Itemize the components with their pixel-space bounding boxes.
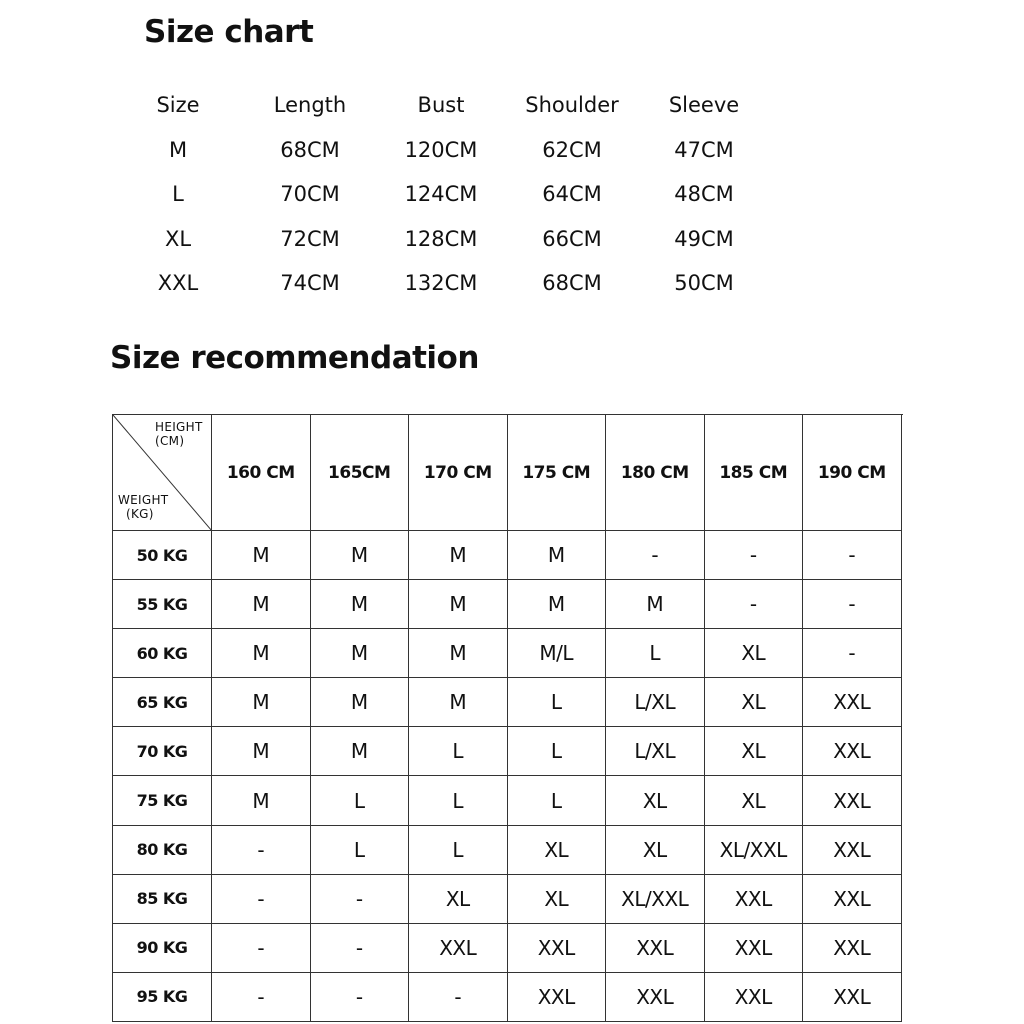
recommended-size-cell: L <box>311 826 410 875</box>
recommended-size-cell: L <box>508 776 607 825</box>
recommended-size-cell: L <box>409 826 508 875</box>
recommended-size-cell: XXL <box>803 776 902 825</box>
recommended-size-cell: XXL <box>803 727 902 776</box>
weight-row-header: 75 KG <box>113 776 212 825</box>
size-chart-size-cell: XL <box>164 226 192 251</box>
recommended-size-cell: XXL <box>803 973 902 1022</box>
recommended-size-cell: XL <box>606 776 705 825</box>
size-chart-row <box>118 261 768 306</box>
size-chart-column-header: Length <box>273 93 347 118</box>
recommended-size-cell: - <box>409 973 508 1022</box>
recommendation-row <box>113 531 903 580</box>
recommended-size-cell: XXL <box>803 678 902 727</box>
recommended-size-cell: - <box>212 973 311 1022</box>
recommendation-row <box>113 924 903 973</box>
height-label: HEIGHT <box>155 420 203 434</box>
recommended-size-cell: M <box>508 580 607 629</box>
recommended-size-cell: M/L <box>508 629 607 678</box>
recommended-size-cell: M <box>212 727 311 776</box>
size-chart-cell: 72CM <box>280 226 340 251</box>
size-chart-column-header: Bust <box>417 93 465 118</box>
recommended-size-cell: - <box>803 629 902 678</box>
recommended-size-cell: M <box>212 629 311 678</box>
weight-label: WEIGHT <box>118 493 169 507</box>
height-column-header: 160 CM <box>212 415 311 531</box>
size-chart-header-row <box>118 83 768 128</box>
weight-unit: (KG) <box>126 507 154 521</box>
recommended-size-cell: XXL <box>508 924 607 973</box>
size-chart-size-cell: M <box>168 137 188 162</box>
weight-row-header: 65 KG <box>113 678 212 727</box>
recommendation-row <box>113 776 903 825</box>
size-chart-row <box>118 172 768 217</box>
size-chart-size-cell: L <box>172 182 184 207</box>
recommended-size-cell: XL <box>705 727 804 776</box>
height-column-header: 170 CM <box>409 415 508 531</box>
recommendation-row <box>113 629 903 678</box>
recommendation-header-row <box>113 415 903 531</box>
recommended-size-cell: XL <box>705 629 804 678</box>
recommendation-row <box>113 678 903 727</box>
recommended-size-cell: M <box>409 531 508 580</box>
weight-row-header: 95 KG <box>113 973 212 1022</box>
height-column-header: 175 CM <box>508 415 607 531</box>
recommended-size-cell: XL <box>705 776 804 825</box>
size-chart-row <box>118 128 768 173</box>
size-chart-cell: 49CM <box>674 226 734 251</box>
recommended-size-cell: M <box>311 531 410 580</box>
recommended-size-cell: M <box>212 580 311 629</box>
height-axis-label <box>155 420 211 448</box>
recommended-size-cell: XL <box>606 826 705 875</box>
recommended-size-cell: XL/XXL <box>606 875 705 924</box>
recommended-size-cell: XL/XXL <box>705 826 804 875</box>
size-chart-cell: 66CM <box>542 226 602 251</box>
recommended-size-cell: - <box>311 875 410 924</box>
weight-row-header: 90 KG <box>113 924 212 973</box>
size-chart-cell: 62CM <box>542 137 602 162</box>
recommended-size-cell: XXL <box>705 924 804 973</box>
size-recommendation-title: Size recommendation <box>110 340 479 376</box>
recommendation-row <box>113 973 903 1022</box>
weight-row-header: 80 KG <box>113 826 212 875</box>
height-column-header: 190 CM <box>803 415 902 531</box>
height-column-header: 165CM <box>311 415 410 531</box>
recommended-size-cell: M <box>508 531 607 580</box>
recommended-size-cell: - <box>212 924 311 973</box>
recommended-size-cell: M <box>311 629 410 678</box>
recommended-size-cell: L/XL <box>606 678 705 727</box>
recommended-size-cell: - <box>311 973 410 1022</box>
recommended-size-cell: M <box>212 678 311 727</box>
recommended-size-cell: XXL <box>803 924 902 973</box>
recommended-size-cell: L <box>508 678 607 727</box>
size-chart-cell: 128CM <box>404 226 478 251</box>
recommended-size-cell: - <box>212 826 311 875</box>
recommended-size-cell: XXL <box>705 875 804 924</box>
recommended-size-cell: L/XL <box>606 727 705 776</box>
recommendation-row <box>113 727 903 776</box>
weight-row-header: 85 KG <box>113 875 212 924</box>
recommended-size-cell: XXL <box>705 973 804 1022</box>
recommendation-row <box>113 826 903 875</box>
recommended-size-cell: - <box>705 580 804 629</box>
height-column-header: 185 CM <box>705 415 804 531</box>
recommended-size-cell: M <box>212 776 311 825</box>
size-chart-cell: 50CM <box>674 271 734 296</box>
weight-row-header: 55 KG <box>113 580 212 629</box>
size-chart-cell: 70CM <box>280 182 340 207</box>
size-chart-cell: 48CM <box>674 182 734 207</box>
height-unit: (CM) <box>155 434 185 448</box>
recommended-size-cell: XXL <box>508 973 607 1022</box>
weight-row-header: 70 KG <box>113 727 212 776</box>
recommended-size-cell: XXL <box>606 973 705 1022</box>
recommended-size-cell: M <box>311 678 410 727</box>
recommended-size-cell: - <box>803 531 902 580</box>
size-chart-cell: 64CM <box>542 182 602 207</box>
weight-axis-label <box>118 493 180 521</box>
recommended-size-cell: M <box>311 727 410 776</box>
height-column-header: 180 CM <box>606 415 705 531</box>
recommended-size-cell: XL <box>705 678 804 727</box>
recommended-size-cell: XXL <box>606 924 705 973</box>
recommended-size-cell: XL <box>508 875 607 924</box>
size-chart-column-header: Size <box>156 93 200 118</box>
recommended-size-cell: M <box>409 678 508 727</box>
size-chart-cell: 120CM <box>404 137 478 162</box>
size-recommendation-table <box>112 414 903 1022</box>
recommended-size-cell: XXL <box>803 875 902 924</box>
recommended-size-cell: XL <box>409 875 508 924</box>
size-chart-cell: 74CM <box>280 271 340 296</box>
recommended-size-cell: XXL <box>409 924 508 973</box>
recommended-size-cell: L <box>409 776 508 825</box>
size-chart-column-header: Sleeve <box>668 93 740 118</box>
recommended-size-cell: L <box>409 727 508 776</box>
size-chart-cell: 68CM <box>280 137 340 162</box>
size-chart-cell: 47CM <box>674 137 734 162</box>
recommended-size-cell: XL <box>508 826 607 875</box>
size-chart-cell: 68CM <box>542 271 602 296</box>
weight-row-header: 50 KG <box>113 531 212 580</box>
recommended-size-cell: M <box>606 580 705 629</box>
recommendation-row <box>113 580 903 629</box>
recommended-size-cell: - <box>705 531 804 580</box>
recommended-size-cell: M <box>311 580 410 629</box>
recommended-size-cell: L <box>606 629 705 678</box>
corner-header-cell <box>113 415 212 531</box>
size-chart-cell: 124CM <box>404 182 478 207</box>
recommended-size-cell: - <box>212 875 311 924</box>
size-chart-title: Size chart <box>144 14 314 50</box>
recommended-size-cell: L <box>508 727 607 776</box>
recommended-size-cell: - <box>803 580 902 629</box>
size-chart-column-header: Shoulder <box>525 93 619 118</box>
recommended-size-cell: XXL <box>803 826 902 875</box>
recommended-size-cell: M <box>212 531 311 580</box>
recommended-size-cell: L <box>311 776 410 825</box>
size-chart-size-cell: XXL <box>157 271 199 296</box>
recommended-size-cell: M <box>409 580 508 629</box>
recommendation-row <box>113 875 903 924</box>
recommended-size-cell: - <box>311 924 410 973</box>
recommended-size-cell: - <box>606 531 705 580</box>
size-chart-cell: 132CM <box>404 271 478 296</box>
recommended-size-cell: M <box>409 629 508 678</box>
size-chart-table <box>118 83 768 306</box>
weight-row-header: 60 KG <box>113 629 212 678</box>
size-chart-row <box>118 217 768 262</box>
